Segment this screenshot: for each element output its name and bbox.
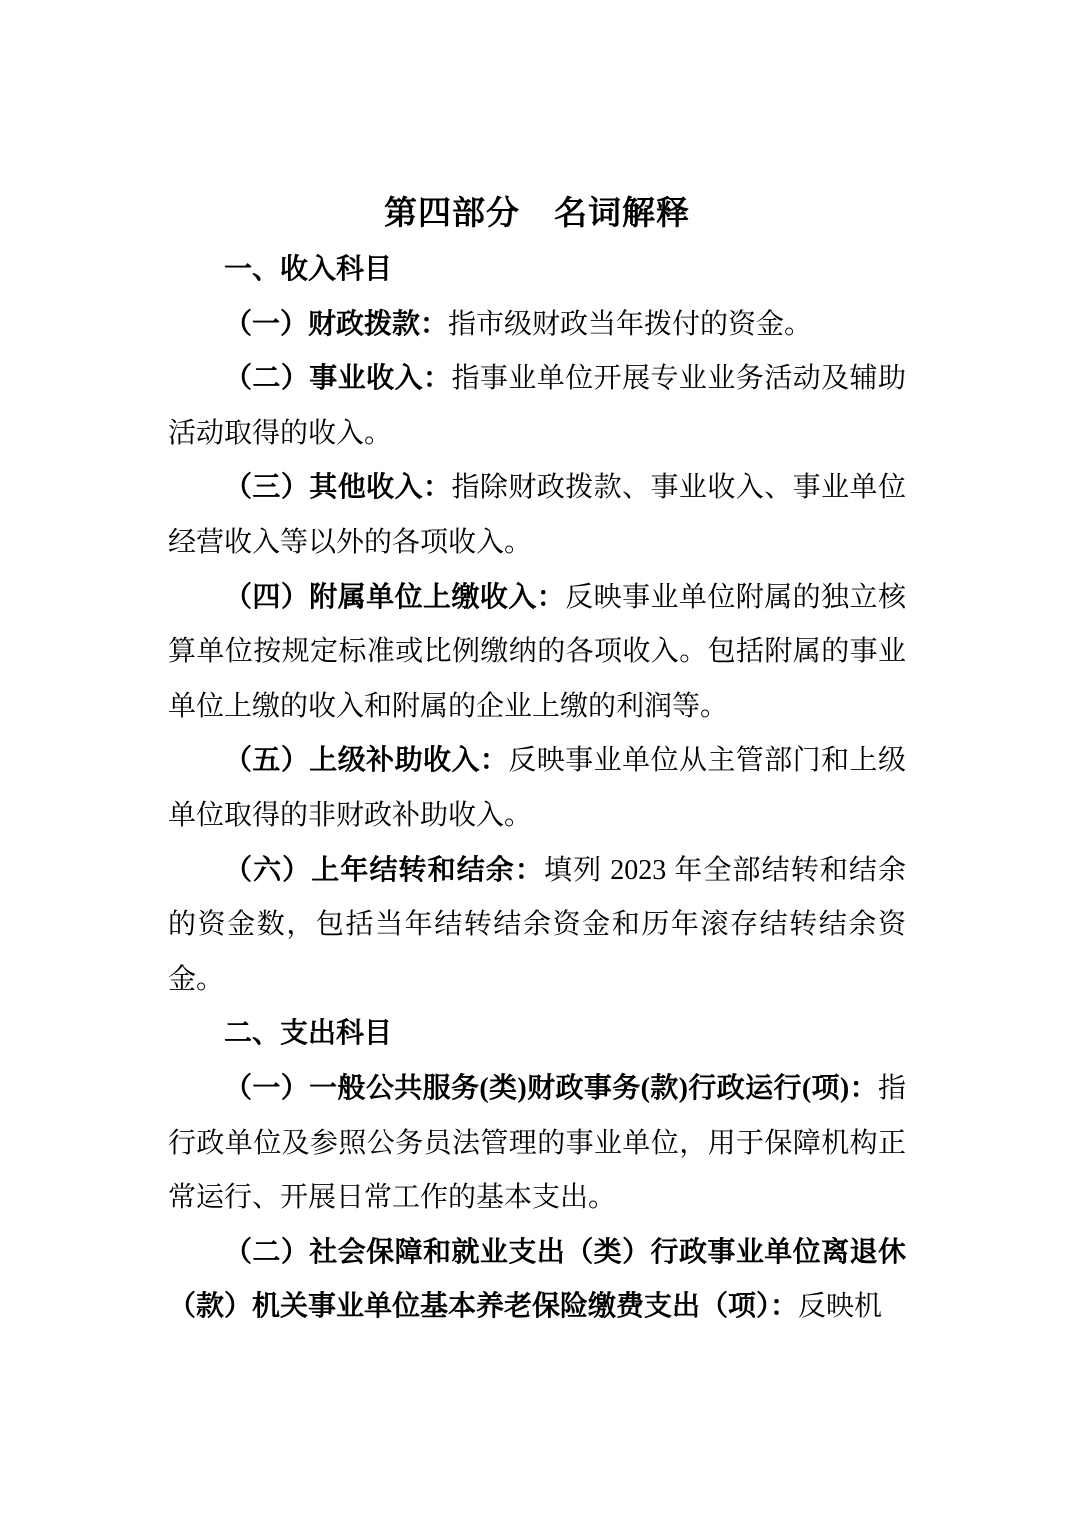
definition-text: 指事业单位开展专业业务活动及辅助活动取得的收入。 [168,363,906,449]
definition-text: 指市级财政当年拨付的资金。 [448,308,813,340]
term-label: （二）事业收入： [224,363,452,395]
term-label: （二）社会保障和就业支出（类）行政事业单位离退休（款）机关事业单位基本养老保险缴费支出（项）： [168,1236,906,1323]
term-label: （四）附属单位上缴收入： [224,581,566,613]
term-label: 一、收入科目 [224,254,393,285]
paragraph [168,1007,906,1062]
paragraph [168,571,906,735]
paragraph [168,734,906,843]
paragraph [168,1226,906,1335]
page-title: 第四部分 名词解释 [384,196,690,232]
definition-text: 反映机 [798,1291,883,1323]
paragraph [168,352,906,461]
paragraph [168,243,906,298]
definition-text: 反映事业单位从主管部门和上级单位取得的非财政补助收入。 [168,745,906,831]
definition-text: 填列 2023 年全部结转和结余的资金数，包括当年结转结余资金和历年滚存结转结余资金。 [168,854,906,995]
term-label: （六）上年结转和结余： [224,854,544,886]
definition-text: 指行政单位及参照公务员法管理的事业单位，用于保障机构正常运行、开展日常工作的基本支出。 [168,1072,906,1214]
definition-text: 反映事业单位附属的独立核算单位按规定标准或比例缴纳的各项收入。包括附属的事业单位上缴的收入和附属的企业上缴的利润等。 [168,581,906,722]
term-label: 二、支出科目 [224,1018,393,1050]
paragraph [168,1062,906,1226]
document-body [168,243,906,1335]
term-label: （一）财政拨款： [224,308,449,340]
paragraph [168,844,906,1008]
definition-text: 指除财政拨款、事业收入、事业单位经营收入等以外的各项收入。 [168,472,906,558]
paragraph [168,461,906,570]
term-label: （三）其他收入： [224,472,452,504]
paragraph [168,298,906,353]
term-label: （一）一般公共服务(类)财政事务(款)行政运行(项)： [224,1072,878,1104]
term-label: （五）上级补助收入： [224,745,509,777]
